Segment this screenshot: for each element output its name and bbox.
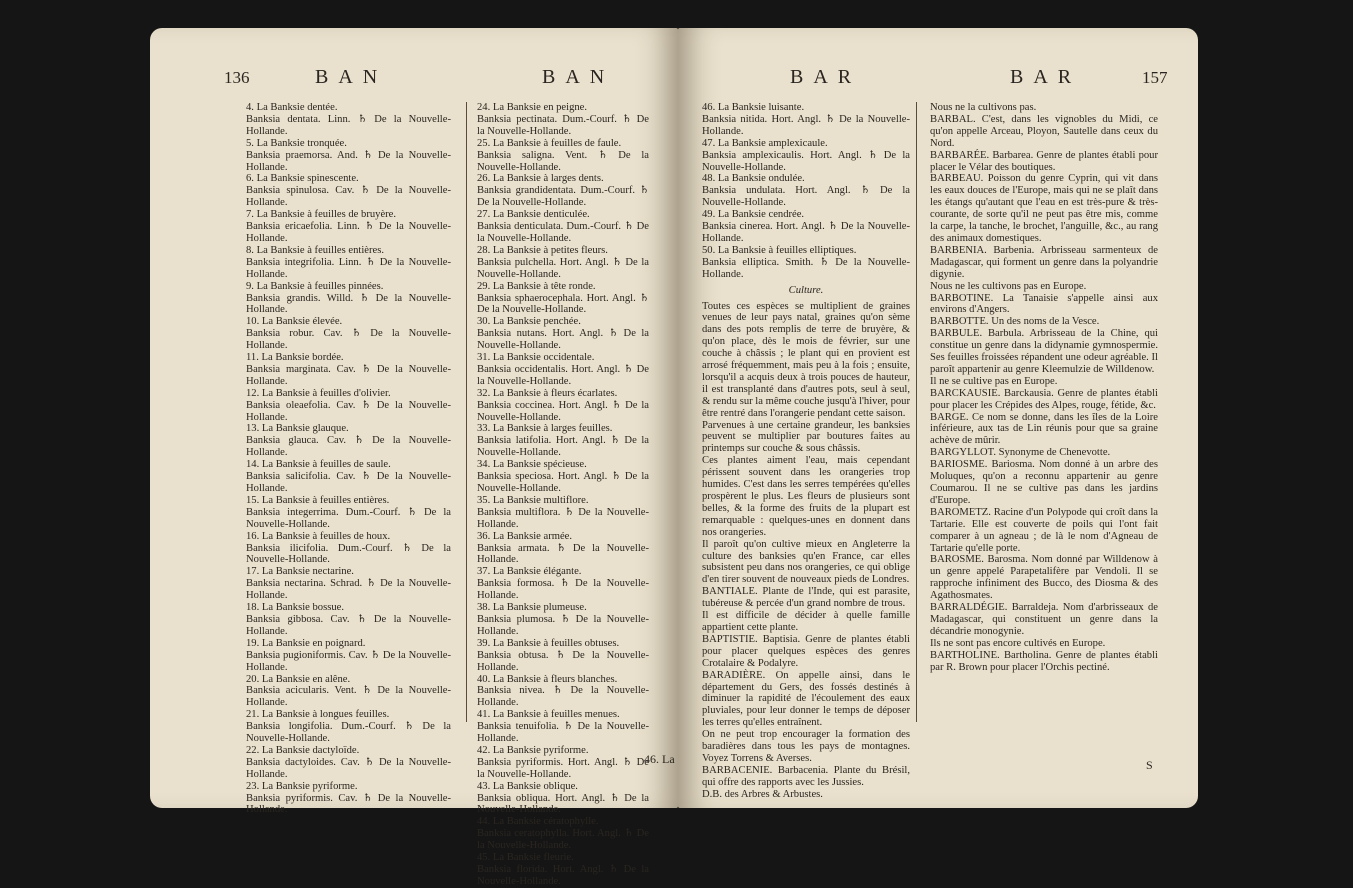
text-line: Banksia pugioniformis. Cav. ♄ De la Nouvelle-Hollande. bbox=[246, 649, 451, 673]
text-line: Banksia acicularis. Vent. ♄ De la Nouvelle-Hollande. bbox=[246, 685, 451, 709]
text-line: 12. La Banksie à feuilles d'olivier. bbox=[246, 387, 391, 399]
text-line: Banksia longifolia. Dum.-Courf. ♄ De la Nouvelle-Hollande. bbox=[246, 721, 451, 745]
text-line: 13. La Banksie glauque. bbox=[246, 423, 349, 435]
text-line: Banksia multiflora. ♄ De la Nouvelle-Hollande. bbox=[477, 506, 649, 530]
text-column-1 bbox=[702, 102, 910, 801]
text-line: Banksia cinerea. Hort. Angl. ♄ De la Nouvelle-Hollande. bbox=[702, 221, 910, 244]
text-line: 45. La Banksie fleurie. bbox=[477, 852, 574, 864]
text-line: Ils ne sont pas encore cultivés en Europe. bbox=[930, 637, 1106, 649]
text-line: BARBAL. C'est, dans les vignobles du Midi, ce qu'on appelle Arceau, Ployon, Sautelle dans ceux du Nord. bbox=[930, 113, 1158, 149]
text-line: BARBULE. Barbula. Arbrisseau de la Chine, qui constitue un genre dans la didynamie gymnospermie. Ses feuilles froissées répandent une odeur agréable. Il paroît appartenir au genre Kleemulzie de Willdenow. bbox=[930, 328, 1158, 375]
text-line: Banksia formosa. ♄ De la Nouvelle-Hollande. bbox=[477, 578, 649, 602]
text-line: Il ne se cultive pas en Europe. bbox=[930, 375, 1058, 387]
text-line: BAPTISTIE. Baptisia. Genre de plantes établi pour placer quelques espèces des genres Crotalaire & Podalyre. bbox=[702, 633, 910, 669]
text-line: 39. La Banksie à feuilles obtuses. bbox=[477, 637, 620, 649]
text-line: 50. La Banksie à feuilles elliptiques. bbox=[702, 244, 857, 256]
text-line: BAROMETZ. Racine d'un Polypode qui croît dans la Tartarie. Elle est couverte de poils qui l'ont fait comparer à un agneau ; de là le nom d'Agneau de Tartarie qu'elle porte. bbox=[930, 506, 1158, 554]
catchword: 46. La bbox=[644, 752, 675, 766]
text-line: 30. La Banksie penchée. bbox=[477, 316, 581, 328]
column-rule bbox=[466, 102, 467, 722]
text-line: Banksia tenuifolia. ♄ De la Nouvelle-Hollande. bbox=[477, 721, 649, 745]
text-line: 9. La Banksie à feuilles pinnées. bbox=[246, 280, 384, 292]
text-line: 49. La Banksie cendrée. bbox=[702, 209, 805, 221]
text-line: 32. La Banksie à fleurs écarlates. bbox=[477, 387, 618, 399]
text-line: Banksia saligna. Vent. ♄ De la Nouvelle-Hollande. bbox=[477, 149, 649, 173]
text-line: 10. La Banksie élevée. bbox=[246, 316, 343, 328]
text-line: Banksia denticulata. Dum.-Courf. ♄ De la Nouvelle-Hollande. bbox=[477, 221, 649, 244]
text-line: Banksia pectinata. Dum.-Courf. ♄ De la Nouvelle-Hollande. bbox=[477, 113, 649, 137]
text-line: 31. La Banksie occidentale. bbox=[477, 352, 595, 364]
text-line: Banksia nectarina. Schrad. ♄ De la Nouvelle-Hollande. bbox=[246, 578, 451, 602]
text-line: Banksia occidentalis. Hort. Angl. ♄ De la Nouvelle-Hollande. bbox=[477, 363, 649, 387]
text-line: BARRALDÉGIE. Barraldeja. Nom d'arbrisseaux de Madagascar, qui constituent un genre dans la décandrie monogynie. bbox=[930, 602, 1158, 637]
text-line: BARBOTTE. Un des noms de la Vesce. bbox=[930, 316, 1100, 328]
text-line: Banksia plumosa. ♄ De la Nouvelle-Hollande. bbox=[477, 613, 649, 637]
text-line: Banksia oleaefolia. Cav. ♄ De la Nouvelle-Hollande. bbox=[246, 399, 451, 423]
text-line: D.B. des Arbres & Arbustes. bbox=[702, 788, 823, 800]
text-line: Banksia spinulosa. Cav. ♄ De la Nouvelle-Hollande. bbox=[246, 185, 451, 209]
text-column-2 bbox=[477, 102, 649, 888]
text-line: Toutes ces espèces se multiplient de graines venues de leur pays natal, graines qu'on sème dans des pots remplis de terre de bruyère, & qu'on place, dès le mois de février, sur une couche à châssis ; le plant qui en provient est arrosé fréquemment, mais peu à la fois ; ensuite, lorsqu'il a acquis deux à trois pouces de hauteur, il est transplanté dans d'autres pots, seul à seul, & rendu sur la même couche jusqu'à l'hiver, pour être rentré dans l'orangerie pendant cette saison. bbox=[702, 300, 910, 419]
text-line: Banksia marginata. Cav. ♄ De la Nouvelle-Hollande. bbox=[246, 363, 451, 387]
text-line: Nous ne les cultivons pas en Europe. bbox=[930, 280, 1087, 292]
text-line: Banksia dentata. Linn. ♄ De la Nouvelle-Hollande. bbox=[246, 113, 451, 137]
text-line: 24. La Banksie en peigne. bbox=[477, 102, 588, 113]
text-line: 28. La Banksie à petites fleurs. bbox=[477, 244, 608, 256]
text-line: BARGYLLOT. Synonyme de Chenevotte. bbox=[930, 447, 1111, 459]
text-line: 37. La Banksie élégante. bbox=[477, 566, 582, 578]
text-line: 23. La Banksie pyriforme. bbox=[246, 780, 358, 792]
text-line: 6. La Banksie spinescente. bbox=[246, 173, 359, 185]
text-line: BARGE. Ce nom se donne, dans les îles de la Loire inférieure, aux tas de Lin réunis pour que sa graine achève de mûrir. bbox=[930, 411, 1158, 447]
text-line: Banksia amplexicaulis. Hort. Angl. ♄ De la Nouvelle-Hollande. bbox=[702, 149, 910, 173]
text-line: Banksia florida. Hort. Angl. ♄ De la Nouvelle-Hollande. bbox=[477, 864, 649, 887]
signature-mark: S bbox=[1146, 758, 1153, 772]
column-rule bbox=[916, 102, 917, 722]
text-line: Banksia dactyloides. Cav. ♄ De la Nouvelle-Hollande. bbox=[246, 756, 451, 780]
text-line: 19. La Banksie en poignard. bbox=[246, 637, 366, 649]
text-line: Nous ne la cultivons pas. bbox=[930, 102, 1037, 113]
text-line: 15. La Banksie à feuilles entières. bbox=[246, 494, 390, 506]
text-line: BARBACENIE. Barbacenia. Plante du Brésil, qui offre des rapports avec les Jussies. bbox=[702, 764, 910, 788]
text-line: Banksia grandidentata. Dum.-Courf. ♄ De la Nouvelle-Hollande. bbox=[477, 185, 649, 209]
text-line: 21. La Banksie à longues feuilles. bbox=[246, 709, 390, 721]
text-line: 43. La Banksie oblique. bbox=[477, 780, 578, 792]
text-line: Banksia nutans. Hort. Angl. ♄ De la Nouvelle-Hollande. bbox=[477, 328, 649, 352]
text-line: Banksia sphaerocephala. Hort. Angl. ♄ De la Nouvelle-Hollande. bbox=[477, 292, 649, 316]
text-line: Banksia latifolia. Hort. Angl. ♄ De la Nouvelle-Hollande. bbox=[477, 435, 649, 459]
text-line: 17. La Banksie nectarine. bbox=[246, 566, 354, 578]
text-line: 47. La Banksie amplexicaule. bbox=[702, 137, 828, 149]
text-line: Banksia glauca. Cav. ♄ De la Nouvelle-Hollande. bbox=[246, 435, 451, 459]
running-header-left: BAN bbox=[315, 66, 388, 88]
text-line: Banksia integrifolia. Linn. ♄ De la Nouvelle-Hollande. bbox=[246, 256, 451, 280]
text-line: 22. La Banksie dactyloïde. bbox=[246, 744, 360, 756]
text-line: 42. La Banksie pyriforme. bbox=[477, 744, 589, 756]
text-line: Banksia ceratophylla. Hort. Angl. ♄ De la Nouvelle-Hollande. bbox=[477, 828, 649, 852]
text-line: Banksia elliptica. Smith. ♄ De la Nouvelle-Hollande. bbox=[702, 256, 910, 280]
text-line: BANTIALE. Plante de l'Inde, qui est parasite, tubéreuse & percée d'un grand nombre de trous. bbox=[702, 586, 910, 610]
page-number: 136 bbox=[224, 68, 250, 87]
text-line: BARBENIA. Barbenia. Arbrisseau sarmenteux de Madagascar, qui forment un genre dans la polyandrie digynie. bbox=[930, 244, 1158, 280]
text-line: 11. La Banksie bordée. bbox=[246, 352, 344, 364]
text-line: Banksia obtusa. ♄ De la Nouvelle-Hollande. bbox=[477, 649, 649, 673]
text-line: 8. La Banksie à feuilles entières. bbox=[246, 244, 384, 256]
text-line: 25. La Banksie à feuilles de faule. bbox=[477, 137, 622, 149]
text-line: BARCKAUSIE. Barckausia. Genre de plantes établi pour placer les Crépides des Alpes, rouge, fétide, &c. bbox=[930, 387, 1158, 411]
text-line: 44. La Banksie cératophylle. bbox=[477, 816, 599, 828]
text-line: BARBARÉE. Barbarea. Genre de plantes établi pour placer le Vélar des boutiques. bbox=[930, 149, 1158, 173]
text-line: Banksia integerrima. Dum.-Courf. ♄ De la Nouvelle-Hollande. bbox=[246, 506, 451, 530]
left-page bbox=[150, 28, 678, 887]
text-line: Culture. bbox=[788, 284, 824, 296]
text-line: Banksia pulchella. Hort. Angl. ♄ De la Nouvelle-Hollande. bbox=[477, 256, 649, 280]
text-column-2 bbox=[930, 102, 1158, 674]
text-line: Banksia ericaefolia. Linn. ♄ De la Nouvelle-Hollande. bbox=[246, 221, 451, 244]
text-line: BAROSME. Barosma. Nom donné par Willdenow à un genre appelé Parapetalifère par Vendoli. Il se rapproche infiniment des Bucco, des Diosma & des Agathosmates. bbox=[930, 554, 1158, 602]
text-line: Banksia nitida. Hort. Angl. ♄ De la Nouvelle-Hollande. bbox=[702, 113, 910, 137]
text-column-1 bbox=[246, 102, 451, 816]
text-line: 33. La Banksie à larges feuilles. bbox=[477, 423, 613, 435]
text-line: Banksia gibbosa. Cav. ♄ De la Nouvelle-Hollande. bbox=[246, 613, 451, 637]
text-line: Banksia pyriformis. Cav. ♄ De la Nouvelle-Hollande. bbox=[246, 792, 451, 816]
text-line: Il est difficile de décider à quelle famille appartient cette plante. bbox=[702, 610, 910, 633]
text-line: Banksia ilicifolia. Dum.-Courf. ♄ De la Nouvelle-Hollande. bbox=[246, 542, 451, 566]
text-line: 38. La Banksie plumeuse. bbox=[477, 602, 587, 614]
running-header-left: BAR bbox=[790, 66, 862, 88]
text-line: BARIOSME. Bariosma. Nom donné à un arbre des Moluques, qu'on a reconnu appartenir au genre Coumarou. Il ne se cultive pas dans les jardins d'Europe. bbox=[930, 459, 1158, 506]
text-line: BARBEAU. Poisson du genre Cyprin, qui vit dans les eaux douces de l'Europe, mais qui ne se plaît dans les étangs qu'autant que l'eau en est très-pure & très-courante, de sorte qu'il ne peut pas être mis, comme la carpe, la tanche, le brochet, l'anguille, &c., au rang des animaux domestiques. bbox=[930, 173, 1158, 244]
text-line: Banksia armata. ♄ De la Nouvelle-Hollande. bbox=[477, 542, 649, 566]
text-line: 40. La Banksie à fleurs blanches. bbox=[477, 673, 618, 685]
text-line: Banksia coccinea. Hort. Angl. ♄ De la Nouvelle-Hollande. bbox=[477, 399, 649, 423]
text-line: Banksia pyriformis. Hort. Angl. ♄ De la Nouvelle-Hollande. bbox=[477, 756, 649, 780]
running-header-right: BAN bbox=[542, 66, 615, 88]
text-line: Banksia praemorsa. And. ♄ De la Nouvelle-Hollande. bbox=[246, 149, 451, 173]
text-line: 5. La Banksie tronquée. bbox=[246, 137, 347, 149]
text-line: 18. La Banksie bossue. bbox=[246, 602, 344, 614]
text-line: Ces plantes aiment l'eau, mais cependant périssent souvent dans les orangeries trop humides. C'est dans les serres tempérées qu'elles prospèrent le plus. Les fleurs de plusieurs sont belles, & la forme des fruits de la plupart est remarquable : quelques-unes en donnent dans nos orangeries. bbox=[702, 455, 910, 538]
text-line: 14. La Banksie à feuilles de saule. bbox=[246, 459, 391, 471]
text-line: BARBOTINE. La Tanaisie s'appelle ainsi aux environs d'Angers. bbox=[930, 292, 1158, 316]
text-line: 20. La Banksie en alêne. bbox=[246, 673, 351, 685]
page-number: 157 bbox=[1142, 68, 1168, 87]
text-line: 7. La Banksie à feuilles de bruyère. bbox=[246, 209, 397, 221]
text-line: 16. La Banksie à feuilles de houx. bbox=[246, 530, 391, 542]
text-line: 34. La Banksie spécieuse. bbox=[477, 459, 587, 471]
text-line: 41. La Banksie à feuilles menues. bbox=[477, 709, 620, 721]
text-line: Banksia nivea. ♄ De la Nouvelle-Hollande. bbox=[477, 685, 649, 709]
text-line: 46. La Banksie luisante. bbox=[702, 102, 805, 113]
text-line: Banksia speciosa. Hort. Angl. ♄ De la Nouvelle-Hollande. bbox=[477, 471, 649, 494]
text-line: Banksia salicifolia. Cav. ♄ De la Nouvelle-Hollande. bbox=[246, 471, 451, 494]
text-line: 35. La Banksie multiflore. bbox=[477, 494, 589, 506]
text-line: Banksia robur. Cav. ♄ De la Nouvelle-Hollande. bbox=[246, 328, 451, 352]
text-line: 4. La Banksie dentée. bbox=[246, 102, 338, 113]
text-line: Banksia undulata. Hort. Angl. ♄ De la Nouvelle-Hollande. bbox=[702, 185, 910, 209]
text-line: 36. La Banksie armée. bbox=[477, 530, 573, 542]
text-line: Banksia grandis. Willd. ♄ De la Nouvelle-Hollande. bbox=[246, 292, 451, 316]
text-line: 27. La Banksie denticulée. bbox=[477, 209, 590, 221]
text-line: Banksia obliqua. Hort. Angl. ♄ De la Nouvelle-Hollande. bbox=[477, 792, 649, 816]
running-header-right: BAR bbox=[1010, 66, 1082, 88]
text-line: Il paroît qu'on cultive mieux en Angleterre la culture des banksies qu'en France, car elles subsistent peu dans nos orangeries, ce qui oblige d'en tirer souvent de nouveaux pieds de Londres. bbox=[702, 538, 910, 586]
text-line: 29. La Banksie à tête ronde. bbox=[477, 280, 596, 292]
text-line: BARADIÈRE. On appelle ainsi, dans le département du Gers, des fossés destinés à diminuer la rapidité de l'écoulement des eaux pluviales, pour leur donner le temps de déposer les terres qu'elles entraînent. bbox=[702, 669, 910, 729]
text-line: 26. La Banksie à larges dents. bbox=[477, 173, 604, 185]
text-line: On ne peut trop encourager la formation des baradières dans tous les pays de montagnes. Voyez Torrens & Averses. bbox=[702, 729, 910, 764]
text-line: Parvenues à une certaine grandeur, les banksies peuvent se multiplier par boutures faites au printemps sur couche & sous châssis. bbox=[702, 419, 910, 455]
text-line: BARTHOLINE. Bartholina. Genre de plantes établi par R. Brown pour placer l'Orchis pectiné. bbox=[930, 649, 1158, 673]
text-line: 48. La Banksie ondulée. bbox=[702, 173, 805, 185]
right-page bbox=[678, 28, 1198, 808]
